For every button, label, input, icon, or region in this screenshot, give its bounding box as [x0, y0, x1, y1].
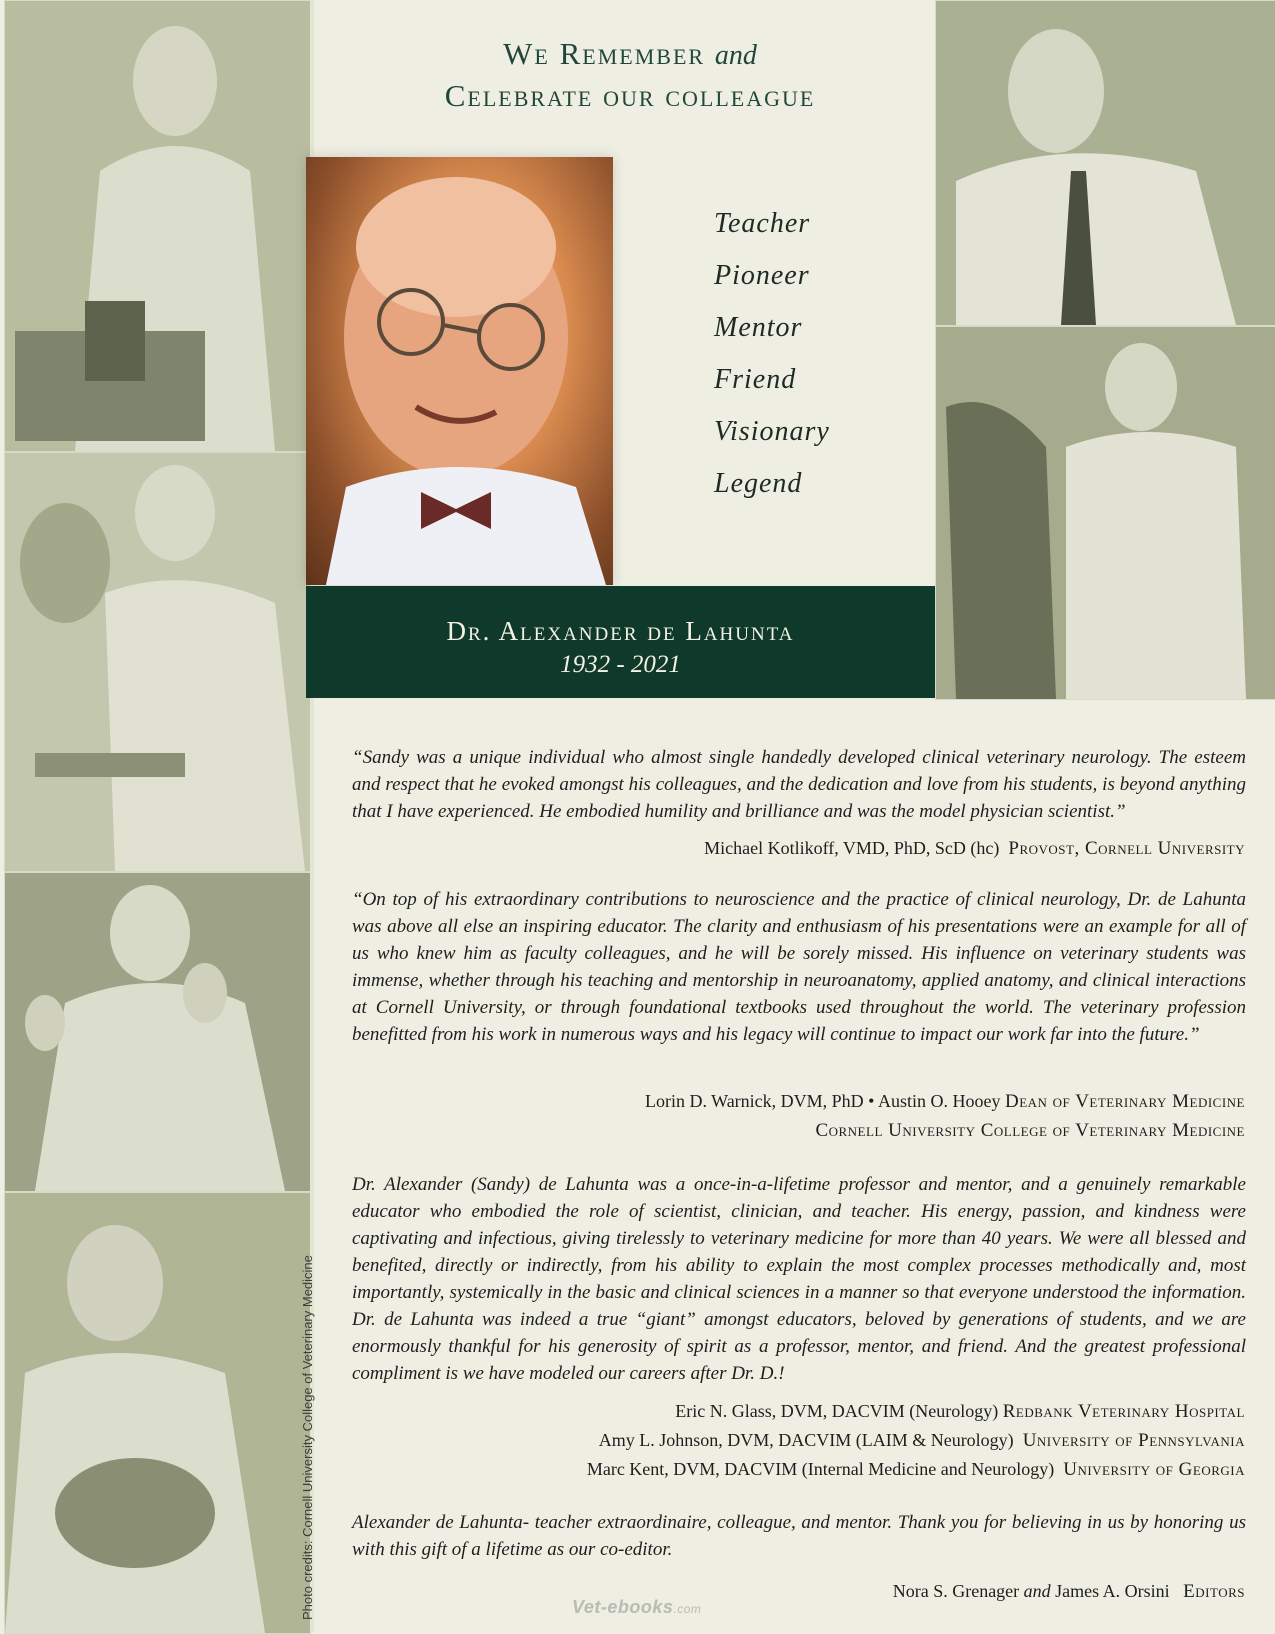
photo-lab-microscope [4, 0, 311, 452]
watermark-logo [572, 1597, 701, 1618]
tribute-attribution [351, 834, 1245, 863]
photo-credit: Photo credits: Cornell University College of Veterinary Medicine [300, 1255, 315, 1620]
attribution-role: Redbank Veterinary Hospital [1002, 1401, 1245, 1422]
attribution-role: Provost, Cornell University [1008, 838, 1245, 859]
honoree-name: Dr. Alexander de Lahunta [446, 616, 795, 646]
page-header [325, 36, 935, 114]
photo-with-horse [935, 326, 1275, 700]
attribution-role: University of Pennsylvania [1022, 1430, 1245, 1451]
name-band [306, 586, 935, 698]
virtue-item: Friend [714, 364, 797, 395]
honoree-dates: 1932 - 2021 [560, 651, 681, 678]
portrait-photo [306, 157, 613, 585]
photo-lecturing-chalkboard [4, 872, 311, 1192]
virtues-list [714, 208, 830, 520]
attribution-role: Dean of Veterinary Medicine [1004, 1091, 1245, 1112]
photo-smiling-tie [935, 0, 1275, 326]
attribution-name: Nora S. Grenager [892, 1581, 1020, 1601]
photo-reading-with-student [4, 452, 311, 872]
virtue-item: Mentor [714, 312, 803, 343]
tribute-quote: Alexander de Lahunta- teacher extraordinaire, colleague, and mentor. Thank you for believing in us by honoring us with this gift of a lifetime as our co-editor. [352, 1512, 1246, 1560]
attribution-name: Michael Kotlikoff, VMD, PhD, ScD (hc) [704, 838, 1000, 858]
attribution-name: Marc Kent, DVM, DACVIM (Internal Medicine and Neurology) [586, 1459, 1055, 1479]
virtue-item: Teacher [714, 208, 811, 239]
watermark-suffix: .com [673, 1602, 702, 1616]
attribution-joiner: and [1023, 1581, 1051, 1601]
attribution-role: Editors [1183, 1581, 1245, 1602]
virtue-item: Pioneer [714, 260, 810, 291]
header-line-1-and: and [714, 40, 757, 71]
tribute-attribution [351, 1397, 1245, 1484]
attribution-role: Cornell University College of Veterinary Medicine [815, 1120, 1245, 1141]
header-line-1-main: We Remember [503, 36, 706, 71]
attribution-name: Eric N. Glass, DVM, DACVIM (Neurology) [675, 1401, 999, 1421]
tribute-quote: “Sandy was a unique individual who almost single handedly developed clinical veterinary neurology. The esteem and respect that he evoked amongst his colleagues, and the dedication and love from his students, is beyond anything that I have experienced. He embodied humility and brilliance and was the model physician scientist.” [352, 747, 1246, 822]
attribution-name: James A. Orsini [1055, 1581, 1170, 1601]
virtue-item: Legend [714, 468, 803, 499]
attribution-name: Lorin D. Warnick, DVM, PhD • Austin O. Hooey [644, 1091, 1001, 1111]
tribute-attribution [351, 1087, 1245, 1145]
tribute-quote: “On top of his extraordinary contributions to neuroscience and the practice of clinical neurology, Dr. de Lahunta was above all else an inspiring educator. The clarity and enthusiasm of his presentations were an example for all of us who knew him as faculty colleagues, and he will be sorely missed. His influence on veterinary students was immense, whether through his teaching and mentorship in neuroanatomy, applied anatomy, and clinical interactions at Cornell University, or through foundational textbooks used throughout the world. The veterinary profession benefitted from his work in numerous ways and his legacy will continue to impact our work far into the future.” [352, 889, 1246, 1045]
header-line-2: Celebrate our colleague [444, 78, 816, 113]
watermark-main: Vet-ebooks [572, 1597, 674, 1617]
virtue-item: Visionary [714, 416, 830, 447]
header-line-1 [325, 36, 935, 72]
attribution-role: University of Georgia [1063, 1459, 1245, 1480]
attribution-name: Amy L. Johnson, DVM, DACVIM (LAIM & Neurology) [598, 1430, 1014, 1450]
tribute-attribution [351, 1577, 1245, 1606]
photo-holding-cat [4, 1192, 311, 1634]
tribute-quote: Dr. Alexander (Sandy) de Lahunta was a once-in-a-lifetime professor and mentor, and a genuinely remarkable educator who embodied the role of scientist, clinician, and teacher. His energy, passion, and kindness were captivating and infectious, giving tirelessly to veterinary medicine for more than 40 years. We were all blessed and benefited, directly or indirectly, from his ability to explain the most complex processes methodically and, most importantly, systemically in the basic and clinical sciences in a manner so that everyone understood the information. Dr. de Lahunta was indeed a true “giant” amongst educators, beloved by generations of students, and we are enormously thankful for his generosity of spirit as a professor, mentor, and friend. And the greatest professional compliment is we have modeled our careers after Dr. D.! [352, 1174, 1246, 1384]
